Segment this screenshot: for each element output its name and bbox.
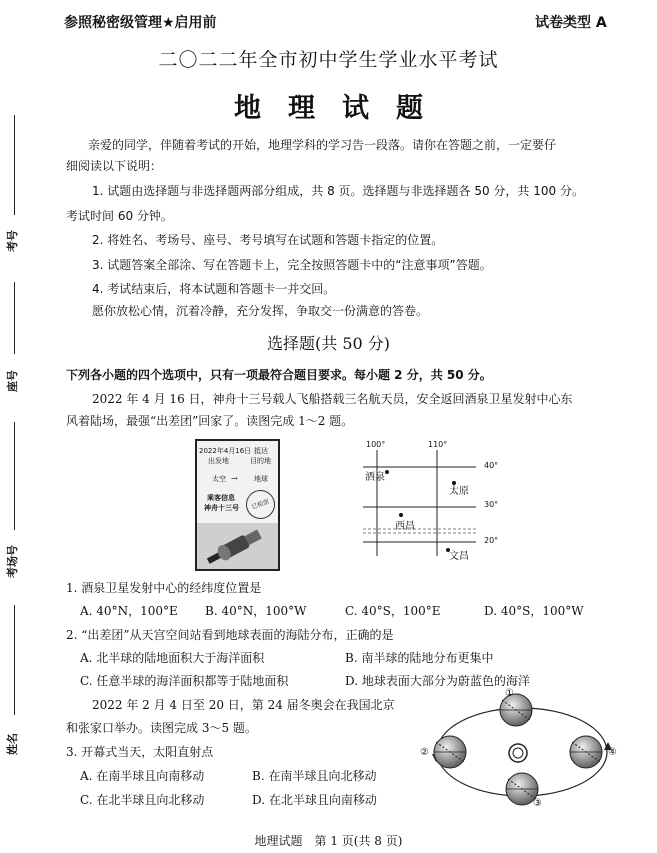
map-place-taiyuan: 太原	[449, 486, 469, 497]
sun-icon	[509, 744, 527, 762]
ticket-to-label: 目的地	[250, 457, 271, 465]
passage-2: 和张家口举办。读图完成 3～5 题。	[66, 721, 257, 735]
section-directions: 下列各小题的四个选项中，只有一项最符合题目要求。每小题 2 分，共 50 分。	[66, 368, 492, 382]
map-place-xichang: 西昌	[395, 521, 415, 532]
map-lat-label: 20°	[484, 536, 499, 545]
passage-1: 2022 年 4 月 16 日，神舟十三号载人飞船搭载三名航天员，安全返回酒泉卫星发射中心东	[92, 392, 573, 406]
ticket-from-label: 出发地	[208, 457, 229, 465]
orbit-marker-2: ②	[420, 747, 429, 758]
earth-position-2-icon	[434, 736, 466, 768]
sidebar-rule	[14, 605, 15, 715]
return-ticket-image	[195, 439, 280, 571]
page-footer: 地理试题 第 1 页(共 8 页)	[254, 834, 403, 848]
map-place-jiuquan: 酒泉	[365, 472, 385, 483]
subject-title: 地 理 试 题	[234, 93, 423, 124]
instructions-greeting: 细阅读以下说明：	[66, 159, 163, 173]
map-lon-label: 110°	[428, 440, 448, 449]
map-lat-label: 40°	[484, 461, 499, 470]
paper-type-label: 试卷类型 A	[535, 15, 607, 31]
sidebar-label-exam-number: 考号	[6, 230, 19, 252]
map-place-wenchang: 文昌	[449, 551, 469, 562]
arrow-right-icon: →	[231, 474, 238, 483]
question-3-option-c: C. 在北半球且向北移动	[80, 793, 205, 807]
exam-title: 二〇二二年全市初中学生学业水平考试	[158, 49, 499, 71]
ticket-passenger-value: 神舟十三号	[204, 504, 239, 512]
ticket-date: 2022年4月16日	[199, 447, 252, 455]
earth-position-4-icon	[570, 736, 602, 768]
ticket-checked-stamp: 已检票	[242, 486, 279, 523]
question-3-option-d: D. 在北半球且向南移动	[252, 793, 377, 807]
question-1-option-d: D. 40°S，100°W	[484, 604, 584, 618]
earth-orbit-diagram	[418, 686, 628, 811]
passage-1: 风着陆场，最强“出差团”回家了。读图完成 1～2 题。	[66, 414, 354, 428]
instruction-item-4: 4. 考试结束后，将本试题和答题卡一并交回。	[92, 282, 336, 296]
question-1-option-c: C. 40°S，100°E	[345, 604, 441, 618]
question-2-stem: 2. “出差团”从天宫空间站看到地球表面的海陆分布，正确的是	[66, 628, 394, 642]
question-3-stem: 3. 开幕式当天，太阳直射点	[66, 745, 214, 759]
question-1-option-b: B. 40°N，100°W	[205, 604, 307, 618]
orbit-marker-4: ④	[608, 747, 617, 758]
instruction-item-3: 3. 试题答案全部涂、写在答题卡上，完全按照答题卡中的“注意事项”答题。	[92, 258, 492, 272]
instructions-greeting: 亲爱的同学，伴随着考试的开始，地理学科的学习告一段落。请你在答题之前，一定要仔	[88, 138, 557, 152]
jiuquan-dot	[385, 470, 389, 474]
ticket-passenger-label: 乘客信息	[207, 494, 235, 502]
sidebar-label-room-number: 考场号	[6, 545, 19, 578]
orbit-marker-3: ③	[533, 798, 542, 809]
instructions-closing: 愿你放松心情，沉着冷静，充分发挥，争取交一份满意的答卷。	[92, 304, 429, 318]
secret-level-label: 参照秘密级管理★启用前	[64, 15, 217, 31]
passage-2: 2022 年 2 月 4 日至 20 日，第 24 届冬奥会在我国北京	[92, 698, 395, 712]
map-lat-label: 30°	[484, 500, 499, 509]
orbit-marker-1: ①	[505, 688, 514, 699]
question-3-option-a: A. 在南半球且向南移动	[80, 769, 205, 783]
ticket-from-value: 太空	[212, 475, 226, 483]
spacecraft-icon	[197, 523, 278, 569]
question-2-option-d: D. 地球表面大部分为蔚蓝色的海洋	[345, 674, 530, 688]
question-2-option-b: B. 南半球的陆地分布更集中	[345, 651, 494, 665]
instruction-item-2: 2. 将姓名、考场号、座号、考号填写在试题和答题卡指定的位置。	[92, 233, 444, 247]
map-lon-label: 100°	[366, 440, 386, 449]
section-title: 选择题(共 50 分)	[266, 334, 391, 353]
sidebar-rule	[14, 115, 15, 215]
question-3-option-b: B. 在南半球且向北移动	[252, 769, 377, 783]
question-1-option-a: A. 40°N，100°E	[80, 604, 178, 618]
sidebar-label-seat-number: 座号	[6, 370, 19, 392]
question-1-stem: 1. 酒泉卫星发射中心的经纬度位置是	[66, 581, 262, 595]
ticket-to-value: 地球	[254, 475, 268, 483]
sidebar-label-name: 姓名	[6, 733, 19, 755]
instruction-item-1: 考试时间 60 分钟。	[66, 209, 173, 223]
sidebar-rule	[14, 422, 15, 530]
question-2-option-c: C. 任意半球的海洋面积都等于陆地面积	[80, 674, 289, 688]
instruction-item-1: 1. 试题由选择题与非选择题两部分组成，共 8 页。选择题与非选择题各 50 分，共 100 分。	[92, 184, 584, 198]
ticket-arrive-label: 抵达	[254, 447, 268, 455]
question-2-option-a: A. 北半球的陆地面积大于海洋面积	[80, 651, 265, 665]
